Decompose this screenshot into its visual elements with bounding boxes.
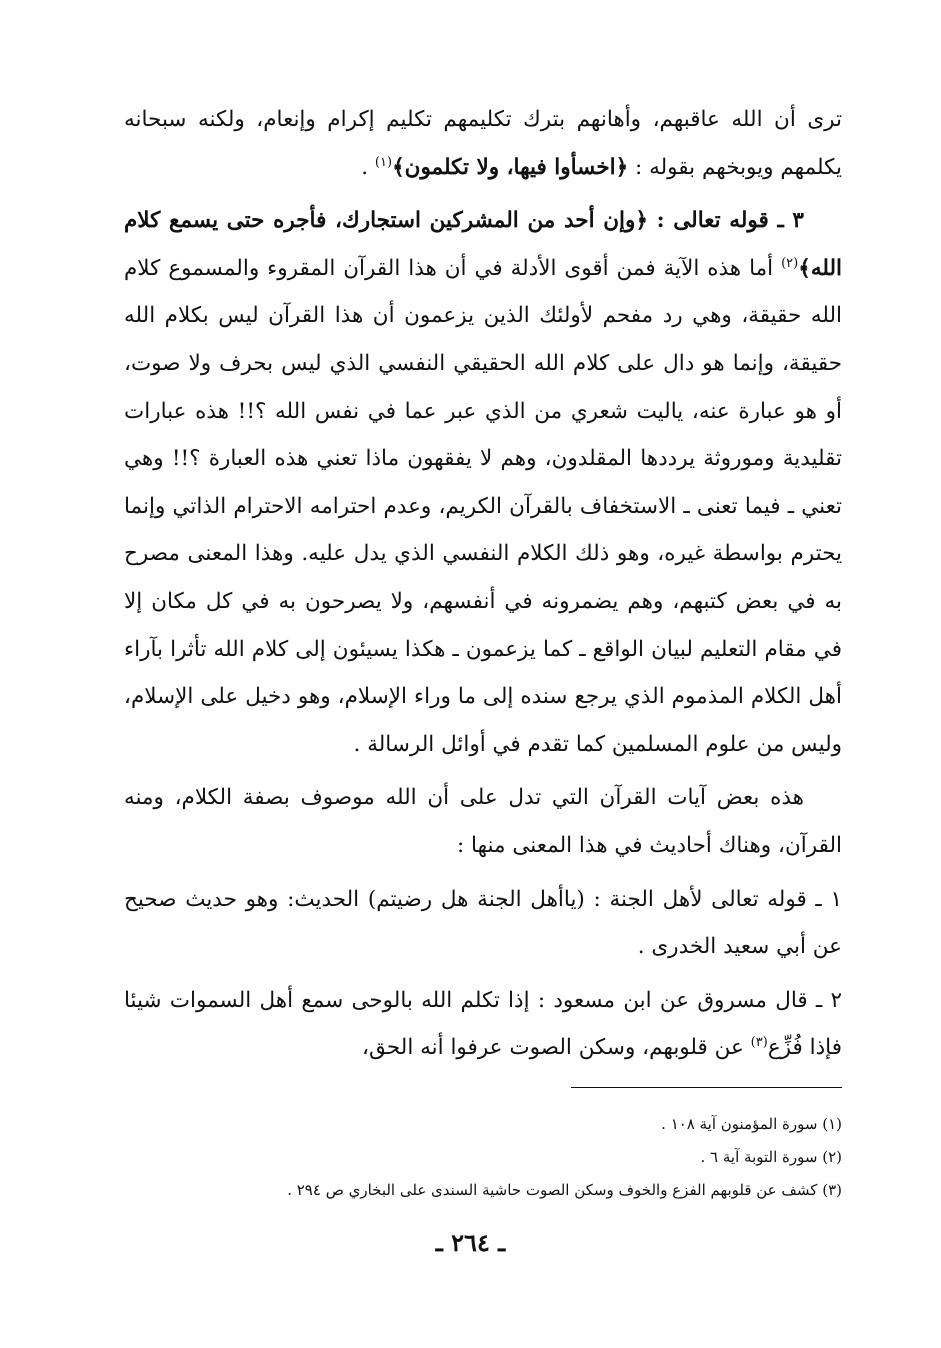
page-number: ـ ٢٦٤ ـ	[435, 1228, 506, 1257]
item-3-lead: ٣ ـ قوله تعالى :	[647, 208, 804, 234]
main-text-block	[124, 96, 842, 1078]
footnote-2: (٢) سورة التوبة آية ٦ .	[700, 1148, 842, 1166]
paragraph-4-text: ١ ـ قوله تعالى لأهل الجنة : (ياأهل الجنة هل رضيتم) الحديث: وهو حديث صحيح عن أبي سعيد الخدرى .	[124, 886, 842, 960]
footnotes	[130, 1108, 842, 1207]
footnote-ref-1: (١)	[374, 154, 393, 170]
quran-quote-2: ﴿وإن أحد من المشركين استجارك، فأجره حتى يسمع كلام الله﴾	[124, 208, 842, 281]
quran-quote-1: ﴿اخسأوا فيها، ولا تكلمون﴾	[392, 154, 629, 180]
paragraph-5-text-a: ٢ ـ قال مسروق عن ابن مسعود : إذا تكلم الله بالوحى سمع أهل السموات شيئا فإذا فُزِّع	[124, 987, 842, 1061]
paragraph-5-text-b: عن قلوبهم، وسكن الصوت عرفوا أنه الحق،	[362, 1035, 751, 1061]
footnote-ref-3: (٣)	[750, 1035, 768, 1051]
paragraph-2-text: أما هذه الآية فمن أقوى الأدلة في أن هذا القرآن المقروء والمسموع كلام الله حقيقة، وهي رد مفحم لأولئك الذين يزعمون أن هذا القرآن ليس بكلام الله حقيقة، وإنما هو دال على كلام الله الحقيقي النفسي الذي ليس بحرف ولا صوت، أو هو عبارة عنه، ياليت شعري من الذي عبر عما في نفس الله ؟!! هذه عبارات تقليدية وموروثة يرددها المقلدون، وهم لا يفقهون ماذا تعني هذه العبارة ؟!! وهي تعني ـ فيما تعنى ـ الاستخفاف بالقرآن الكريم، وعدم احترامه الاحترام الذاتي وإنما يحترم بواسطة غيره، وهو ذلك الكلام النفسي الذي يدل عليه. وهذا المعنى مصرح به في بعض كتبهم، وهم يضمرونه في أنفسهم، ولا يصرحون به في كل مكان إلا في مقام التعليم لبيان الواقع ـ كما يزعمون ـ هكذا يسيئون إلى كلام الله تأثرا بآراء أهل الكلام المذموم الذي يرجع سنده إلى ما وراء الإسلام، وهو دخيل على الإسلام، وليس من علوم المسلمين كما تقدم في أوائل الرسالة .	[124, 255, 842, 757]
footnote-ref-2: (٢)	[781, 255, 799, 271]
paragraph-3	[124, 774, 842, 869]
paragraph-5	[124, 977, 842, 1072]
footnote-3: (٣) كشف عن قلوبهم الفزع والخوف وسكن الصوت حاشية السندى على البخاري ص ٢٩٤ .	[287, 1181, 842, 1199]
paragraph-1	[124, 96, 842, 191]
paragraph-3-text: هذه بعض آيات القرآن التي تدل على أن الله موصوف بصفة الكلام، ومنه القرآن، وهناك أحاديث في هذا المعنى منها :	[124, 785, 842, 858]
paragraph-2	[124, 197, 842, 768]
paragraph-4	[124, 876, 842, 971]
footnote-1: (١) سورة المؤمنون آية ١٠٨ .	[661, 1115, 842, 1133]
paragraph-1-text: ترى أن الله عاقبهم، وأهانهم بترك تكليمهم تكليم إكرام وإنعام، ولكنه سبحانه يكلمهم ويوبخهم بقوله :	[124, 107, 842, 180]
paragraph-1-end: .	[361, 154, 375, 180]
footnote-divider	[571, 1087, 842, 1088]
